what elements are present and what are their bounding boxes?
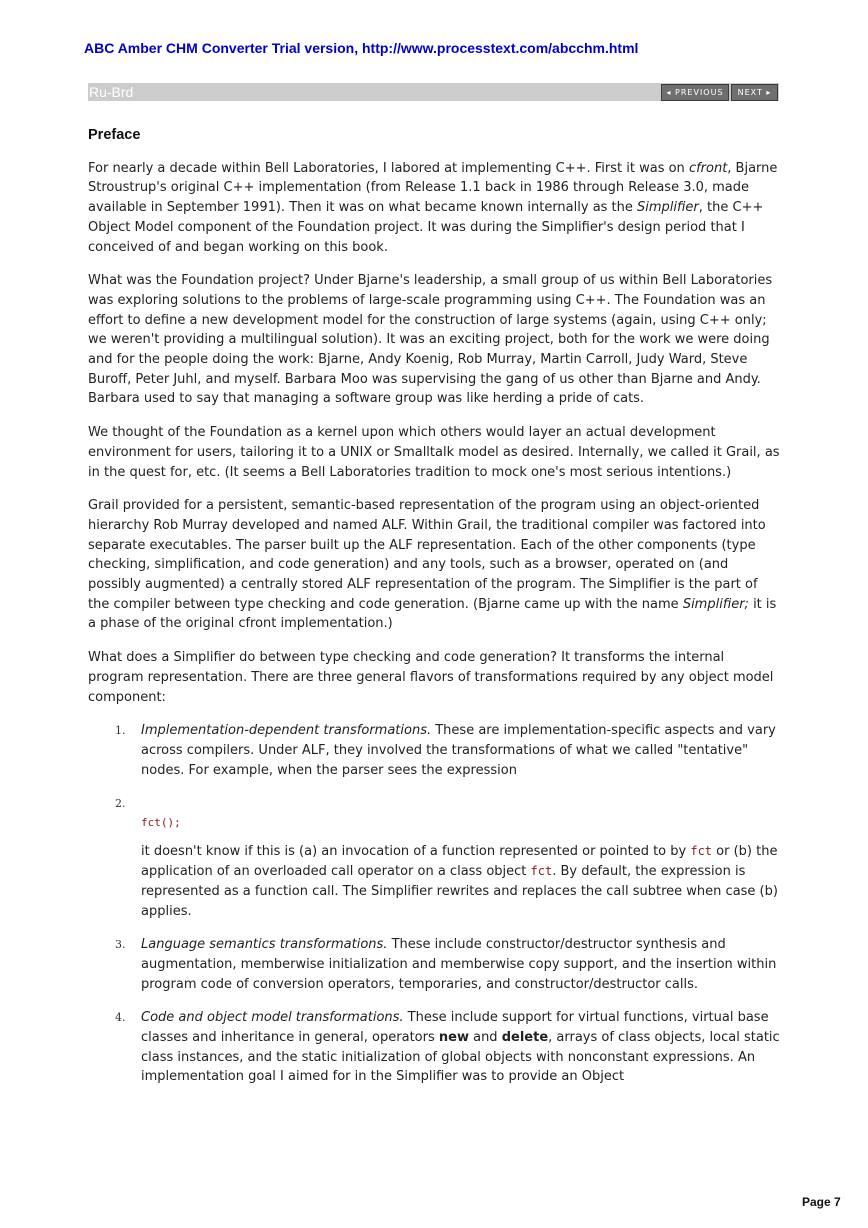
next-button[interactable]: NEXT ▸ <box>731 84 778 101</box>
list-item: 3. Language semantics transformations. These include constructor/destructor synthesis and augmentation, memberwise initialization and memberwise copy support, and the insertion within program code of conversion operators, temporaries, and constructor/destructor calls. <box>115 937 777 992</box>
list-item: 2. fct(); it doesn't know if this is (a) an invocation of a function represented or pointed to by fct or (b) the application of an overloaded call operator on a class object fct. By default, the expression is represented as a function call. The Simplifier rewrites and replaces the call subtree when case (b) applies. <box>88 794 780 921</box>
document-body <box>88 126 780 1101</box>
transformation-list <box>88 721 780 1087</box>
list-item: 1. Implementation-dependent transformations. These are implementation-specific aspects and vary across compilers. Under ALF, they involved the transformations of what we called "tentative" nodes. For example, when the parser sees the expression <box>115 723 776 778</box>
list-number: 3. <box>115 938 126 952</box>
code-block: fct(); <box>141 816 181 830</box>
list-number: 2. <box>115 797 126 811</box>
nav-brand: Ru-Brd <box>89 84 134 100</box>
paragraph: What was the Foundation project? Under Bjarne's leadership, a small group of us within Bell Laboratories was exploring solutions to the problems of large-scale programming using C++. The Foundation was an effort to define a new development model for the construction of large systems (again, using C++ only; we weren't providing a multilingual solution). It was an exciting project, both for the work we were doing and for the people doing the work: Bjarne, Andy Koenig, Rob Murray, Martin Carroll, Judy Ward, Steve Buroff, Peter Juhl, and myself. Barbara Moo was supervising the gang of us other than Bjarne and Andy. Barbara used to say that managing a software group was like herding a pride of cats. <box>88 273 773 407</box>
paragraph: For nearly a decade within Bell Laboratories, I labored at implementing C++. First it was on cfront, Bjarne Stroustrup's original C++ implementation (from Release 1.1 back in 1986 through Release 3.0, made available in September 1991). Then it was on what became known internally as the Simplifier, the C++ Object Model component of the Foundation project. It was during the Simplifier's design period that I conceived of and began working on this book. <box>88 160 778 255</box>
previous-button[interactable]: ◂ PREVIOUS <box>661 84 729 101</box>
list-number: 1. <box>115 724 126 738</box>
page-title: Preface <box>88 127 141 143</box>
nav-bar <box>88 83 779 101</box>
paragraph: We thought of the Foundation as a kernel upon which others would layer an actual development environment for users, tailoring it to a UNIX or Smalltalk model as desired. Internally, we called it Grail, as in the quest for, etc. (It seems a Bell Laboratories tradition to mock one's most serious intentions.) <box>88 425 780 480</box>
page-number: Page 7 <box>802 1195 841 1209</box>
paragraph: What does a Simplifier do between type checking and code generation? It transforms the internal program representation. There are three general flavors of transformations required by any object model component: <box>88 650 774 705</box>
list-number: 4. <box>115 1011 126 1025</box>
trial-banner-link[interactable]: ABC Amber CHM Converter Trial version, http://www.processtext.com/abcchm.html <box>84 40 639 56</box>
paragraph: Grail provided for a persistent, semantic-based representation of the program using an object-oriented hierarchy Rob Murray developed and named ALF. Within Grail, the traditional compiler was factored into separate executables. The parser built up the ALF representation. Each of the other components (type checking, simplification, and code generation) and any tools, such as a browser, operated on (and possibly augmented) a centrally stored ALF representation of the program. The Simplifier is the part of the compiler between type checking and code generation. (Bjarne came up with the name Simplifier; it is a phase of the original cfront implementation.) <box>88 498 777 632</box>
list-item: 4. Code and object model transformations. These include support for virtual functions, virtual base classes and inheritance in general, operators new and delete, arrays of class objects, local static class instances, and the static initialization of global objects with nonconstant expressions. An implementation goal I aimed for in the Simplifier was to provide an Object <box>115 1010 780 1085</box>
